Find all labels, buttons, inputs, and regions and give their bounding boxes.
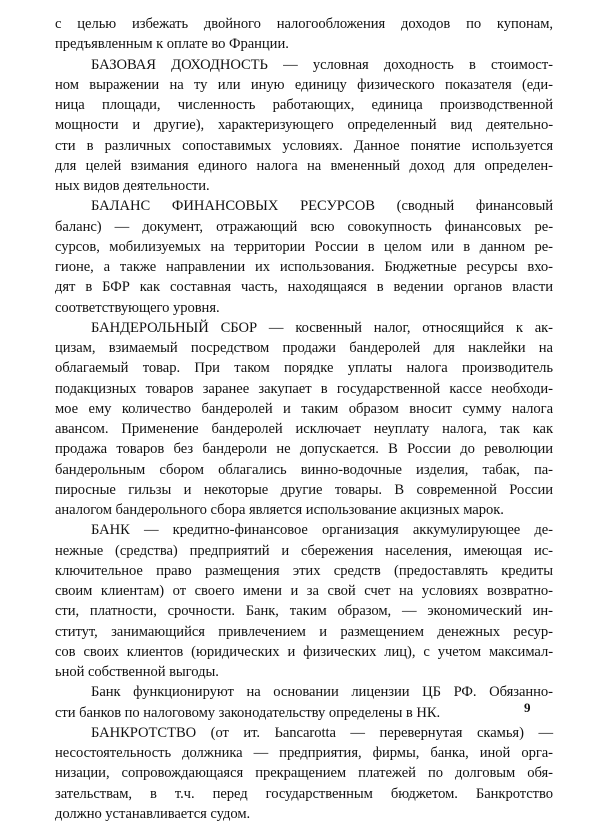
term-line: БАНДЕРОЛЬНЫЙ СБОР — косвенный налог, относящийся к ак- (91, 319, 553, 336)
term-line: БАЛАНС ФИНАНСОВЫХ РЕСУРСОВ (сводный финансовый (91, 198, 553, 215)
text-line: ститут, занимающийся привлечением и размещением денежных ресур- (55, 623, 553, 640)
text-line: продажа товаров без бандероли не допускается. В России до революции (55, 441, 553, 458)
text-line: нежные (средства) предприятий и сбережения населения, имеющая ис- (55, 542, 553, 559)
text-line: соответствующего уровня. (55, 299, 220, 316)
text-line: подакцизных товаров заранее закупает в государственной кассе необходи- (55, 380, 553, 397)
text-line: баланс) — документ, отражающий всю совокупность финансовых ре- (55, 218, 553, 235)
page-number: 9 (524, 700, 531, 715)
text-line: аналогом бандерольного сбора является использование акцизных марок. (55, 502, 504, 518)
paragraph-line: Банк функционируют на основании лицензии ЦБ РФ. Обязанно- (91, 684, 553, 701)
text-line: мощности и другие), характеризующего определенный вид деятельно- (55, 117, 553, 134)
text-line: цизам, взимаемый посредством продажи бандеролей для наклейки на (55, 340, 553, 356)
text-line: ключительное право размещения этих средств (предоставлять кредиты (55, 562, 553, 579)
text-line: своим клиентам) от своего имени и за свой счет на условиях возвратно- (55, 583, 553, 599)
text-line: облагаемый товар. При таком порядке уплаты налога производитель (55, 360, 553, 377)
text-line: ница площади, численность работающих, единица производственной (55, 97, 553, 113)
text-line: зательствам, в т.ч. перед государственным бюджетом. Банкротство (55, 785, 553, 802)
text-line: сов своих клиентов (юридических и физических лиц), с учетом максимал- (55, 643, 553, 660)
text-line: авансом. Применение бандеролей исключает неуплату налога, так как (55, 421, 553, 437)
text-line: сти банков по налоговому законодательству определены в НК. (55, 704, 441, 721)
text-line: мое ему количество бандеролей и таким образом вносит сумму налога (55, 400, 553, 417)
text-line: ных видов деятельности. (55, 178, 210, 194)
text-line: сти в различных сопоставимых условиях. Данное понятие используется (55, 137, 553, 154)
text-line: низации, сопровождающаяся прекращением платежей по долговым обя- (55, 765, 553, 782)
text-line: ьной собственной выгоды. (55, 664, 219, 680)
text-line: должно устанавливается судом. (55, 805, 251, 822)
term-line: БАЗОВАЯ ДОХОДНОСТЬ — условная доходность в стоимост- (91, 56, 553, 73)
text-line: предъявленным к оплате во Франции. (55, 36, 289, 53)
text-line: пиросные гильзы и некоторые другие товары. В современной России (55, 481, 553, 498)
text-line: ном выражении на ту или иную единицу физического показателя (еди- (55, 76, 553, 93)
text-line: сурсов, мобилизуемых на территории России в целом или в данном ре- (55, 238, 553, 255)
text-line: сти, платности, срочности. Банк, таким образом, — экономический ин- (55, 603, 553, 620)
text-line: дят в БФР как составная часть, находящаяся в ведении органов власти (55, 279, 553, 296)
text-line: гионе, а также направлении их использования. Бюджетные ресурсы вхо- (55, 259, 553, 275)
document-page (55, 14, 553, 824)
term-line: БАНКРОТСТВО (от ит. Ьancarotta — перевернутая скамья) — (91, 724, 553, 741)
text-line: для целей взимания единого налога на вмененный доход для определен- (55, 157, 553, 174)
text-line: несостоятельность должника — предприятия, фирмы, банка, иной орга- (55, 745, 553, 761)
text-line: с целью избежать двойного налогообложения доходов по купонам, (55, 16, 553, 32)
term-line: БАНК — кредитно-финансовое организация аккумулирующее де- (91, 522, 553, 539)
text-line: бандерольным сбором облагались винно-водочные изделия, табак, па- (55, 461, 553, 478)
